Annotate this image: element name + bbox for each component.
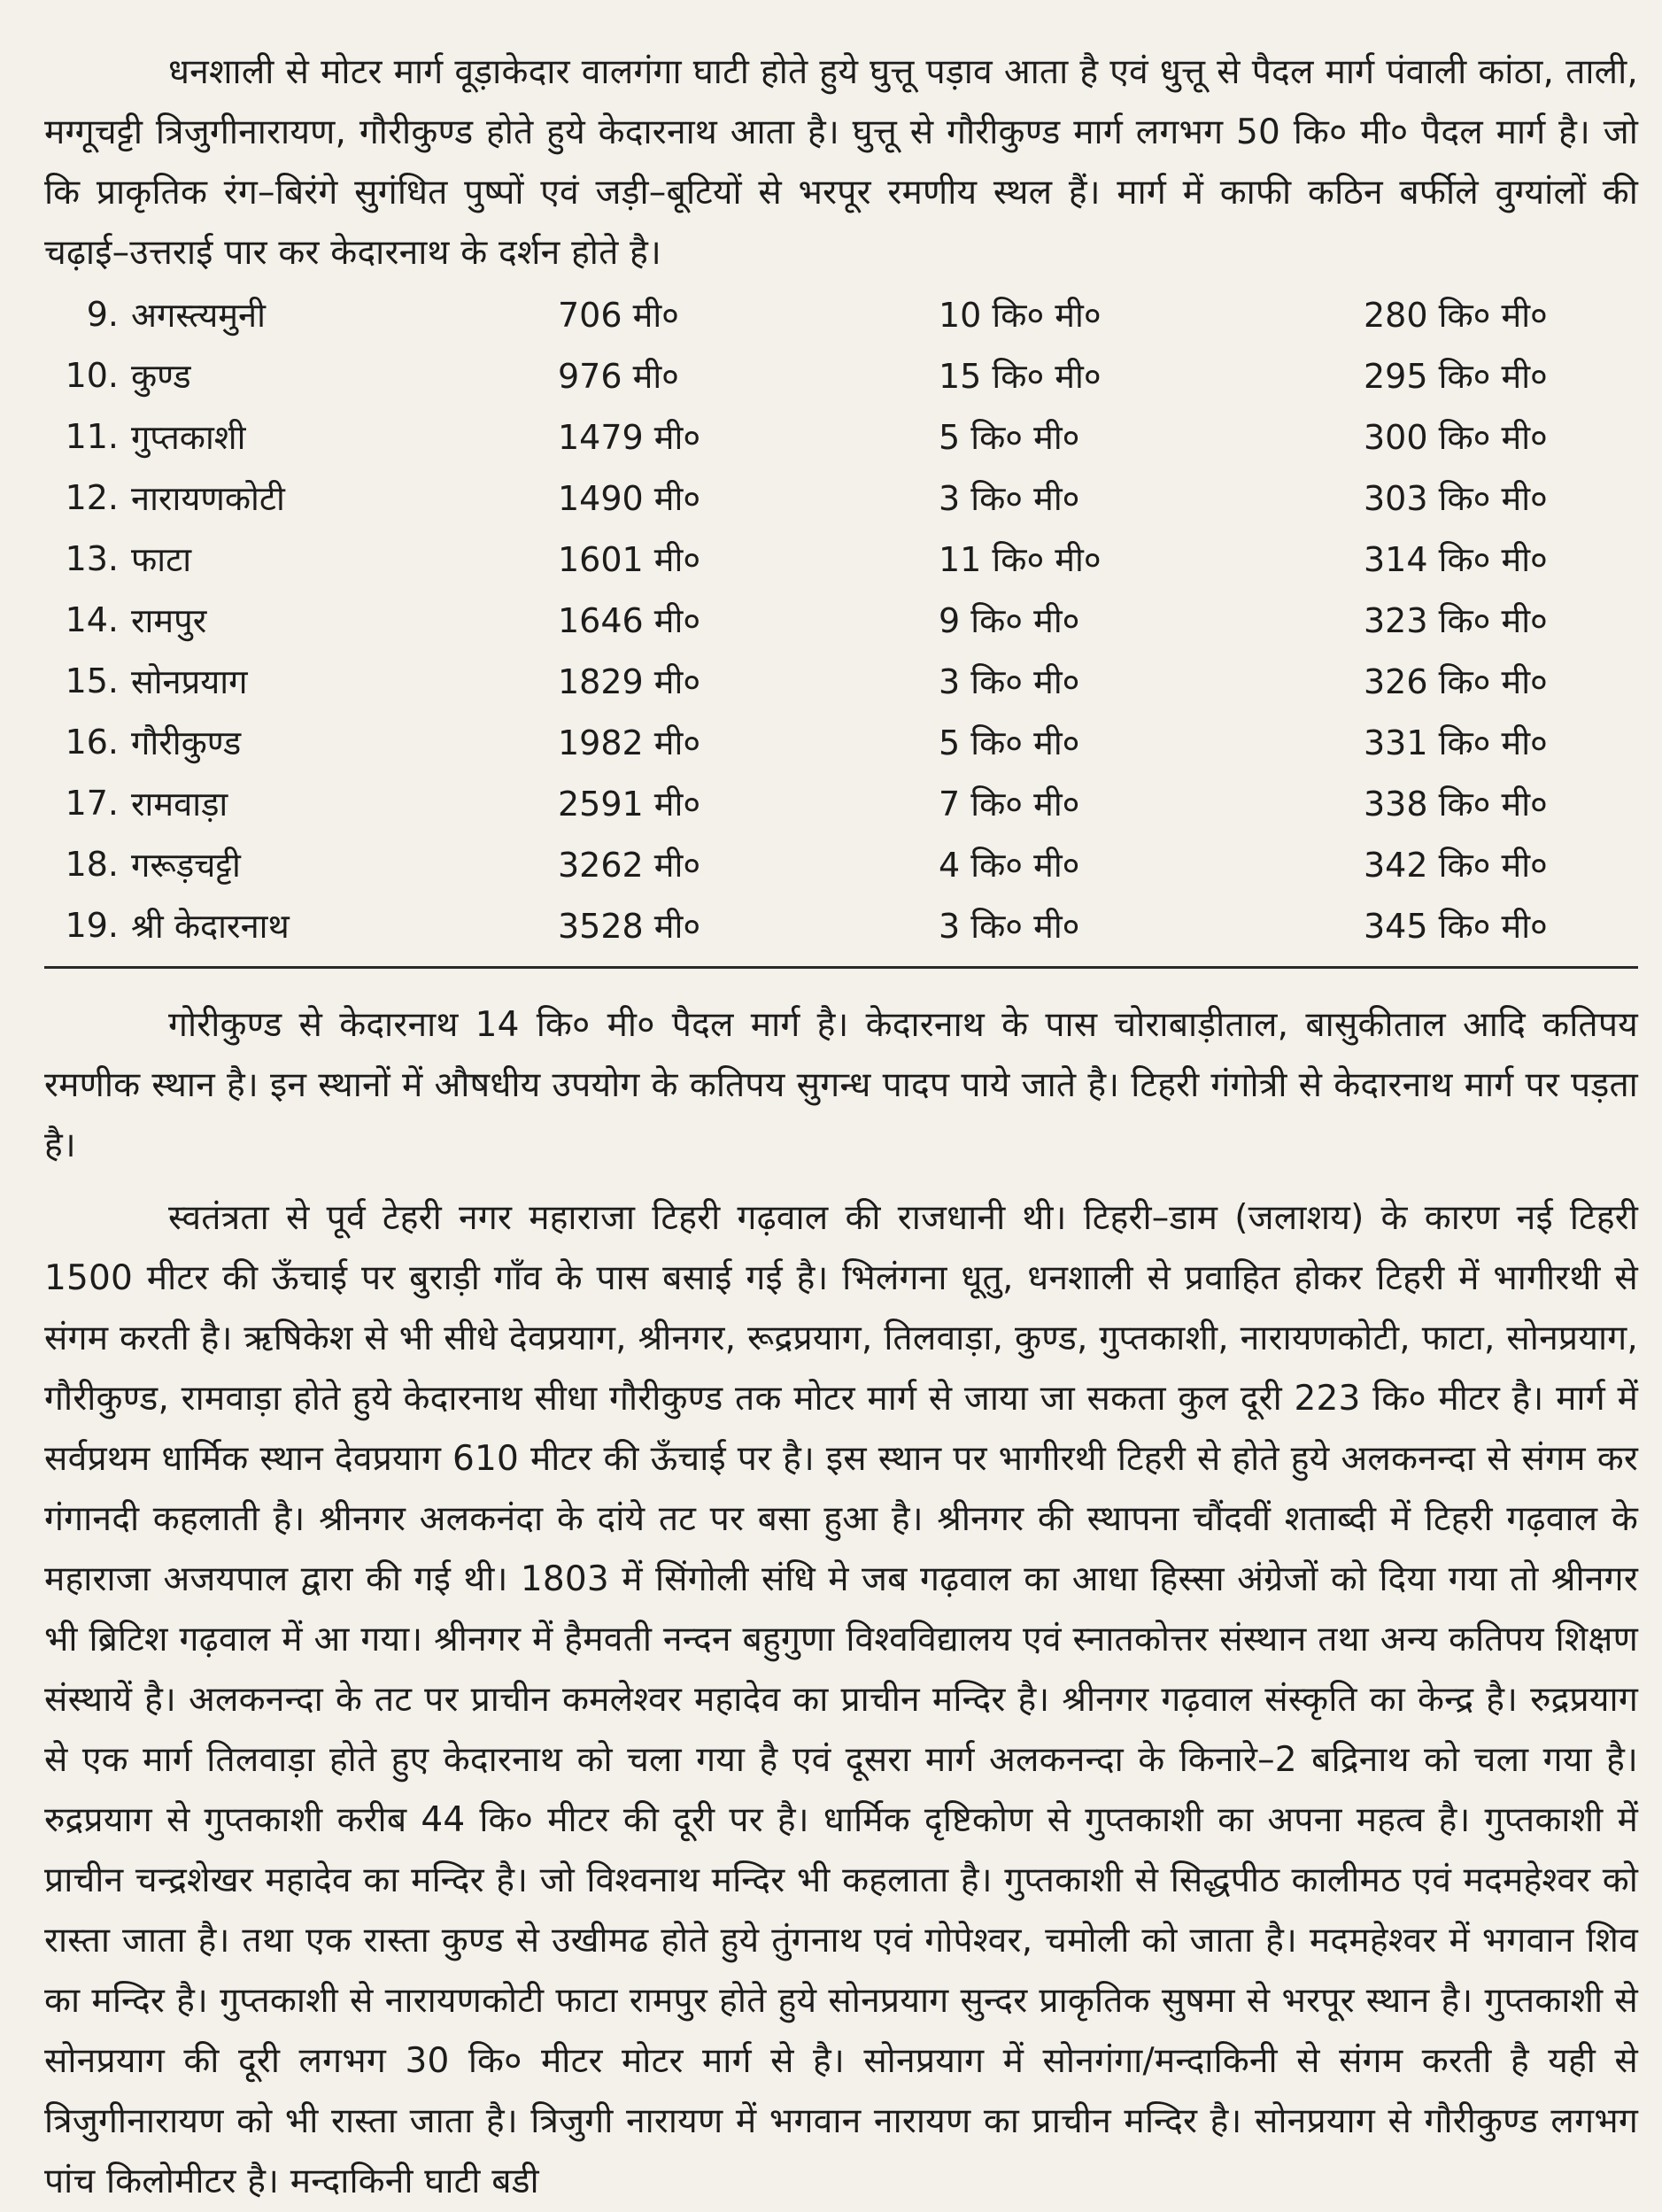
table-row bbox=[44, 711, 1638, 772]
distance-value: 15 कि० मी० bbox=[939, 356, 1102, 396]
row-number: 10. bbox=[65, 355, 119, 395]
table-row bbox=[44, 344, 1638, 406]
table-row bbox=[44, 650, 1638, 711]
total-distance-value: 314 कि० मी० bbox=[1364, 539, 1548, 579]
altitude-value: 1829 मी० bbox=[558, 661, 701, 701]
altitude-value: 3262 मी० bbox=[558, 845, 701, 885]
altitude-value: 3528 मी० bbox=[558, 906, 701, 946]
total-distance-value: 342 कि० मी० bbox=[1364, 845, 1548, 885]
row-number: 16. bbox=[65, 722, 119, 762]
row-number: 11. bbox=[65, 416, 119, 456]
distance-value: 4 कि० मी० bbox=[939, 845, 1080, 885]
row-number: 12. bbox=[65, 477, 119, 517]
distance-value: 7 कि० मी० bbox=[939, 784, 1080, 824]
total-distance-value: 326 कि० मी० bbox=[1364, 661, 1548, 701]
row-number: 9. bbox=[86, 294, 119, 334]
altitude-value: 2591 मी० bbox=[558, 784, 701, 824]
paragraph-intro: धनशाली से मोटर मार्ग वूड़ाकेदार वालगंगा घाटी होते हुये घुत्तू पड़ाव आता है एवं धुत्तू से पैदल मार्ग पंवाली कांठा, ताली, मग्गूचट्टी त्रिजुगीनारायण, गौरीकुण्ड होते हुये केदारनाथ आता है। घुत्तू से गौरीकुण्ड मार्ग लगभग 50 कि० मी० पैदल मार्ग है। जो कि प्राकृतिक रंग–बिरंगे सुगंधित पुष्पों एवं जड़ी–बूटियों से भरपूर रमणीय स्थल हैं। मार्ग में काफी कठिन बर्फीले वुग्यांलों की चढ़ाई–उत्तराई पार कर केदारनाथ के दर्शन होते है। bbox=[44, 52, 1638, 273]
place-name: श्री केदारनाथ bbox=[131, 906, 290, 946]
altitude-value: 1646 मी० bbox=[558, 600, 701, 640]
row-number: 17. bbox=[65, 783, 119, 823]
place-name: गौरीकुण्ड bbox=[131, 723, 242, 762]
place-name: फाटा bbox=[131, 539, 192, 579]
table-row bbox=[44, 283, 1638, 344]
altitude-value: 706 मी० bbox=[558, 295, 679, 335]
distance-value: 3 कि० मी० bbox=[939, 906, 1080, 946]
place-name: नारायणकोटी bbox=[131, 478, 285, 518]
place-name: रामवाड़ा bbox=[131, 784, 228, 824]
row-number: 19. bbox=[65, 905, 119, 945]
altitude-value: 976 मी० bbox=[558, 356, 679, 396]
total-distance-value: 331 कि० मी० bbox=[1364, 723, 1548, 762]
row-number: 15. bbox=[65, 661, 119, 700]
altitude-value: 1490 मी० bbox=[558, 478, 701, 518]
altitude-value: 1479 मी० bbox=[558, 417, 701, 457]
total-distance-value: 323 कि० मी० bbox=[1364, 600, 1548, 640]
place-name: सोनप्रयाग bbox=[131, 661, 248, 701]
table-row bbox=[44, 589, 1638, 650]
distance-value: 5 कि० मी० bbox=[939, 723, 1080, 762]
table-row bbox=[44, 833, 1638, 894]
route-distance-table bbox=[44, 283, 1638, 955]
place-name: रामपुर bbox=[131, 600, 207, 640]
distance-value: 10 कि० मी० bbox=[939, 295, 1102, 335]
place-name: गुप्तकाशी bbox=[131, 417, 246, 457]
total-distance-value: 295 कि० मी० bbox=[1364, 356, 1548, 396]
altitude-value: 1982 मी० bbox=[558, 723, 701, 762]
table-row bbox=[44, 528, 1638, 589]
table-row bbox=[44, 467, 1638, 528]
document-page bbox=[44, 43, 1638, 2212]
altitude-value: 1601 मी० bbox=[558, 539, 701, 579]
total-distance-value: 345 कि० मी० bbox=[1364, 906, 1548, 946]
total-distance-value: 338 कि० मी० bbox=[1364, 784, 1548, 824]
total-distance-value: 303 कि० मी० bbox=[1364, 478, 1548, 518]
table-row bbox=[44, 894, 1638, 955]
total-distance-value: 300 कि० मी० bbox=[1364, 417, 1548, 457]
paragraph-gaurikund: गोरीकुण्ड से केदारनाथ 14 कि० मी० पैदल मार्ग है। केदारनाथ के पास चोराबाड़ीताल, बासुकीताल आदि कतिपय रमणीक स्थान है। इन स्थानों में औषधीय उपयोग के कतिपय सुगन्ध पादप पाये जाते है। टिहरी गंगोत्री से केदारनाथ मार्ग पर पड़ता है। bbox=[44, 1005, 1638, 1165]
distance-value: 3 कि० मी० bbox=[939, 478, 1080, 518]
distance-value: 3 कि० मी० bbox=[939, 661, 1080, 701]
place-name: अगस्त्यमुनी bbox=[131, 295, 266, 335]
place-name: कुण्ड bbox=[131, 356, 191, 396]
total-distance-value: 280 कि० मी० bbox=[1364, 295, 1548, 335]
row-number: 18. bbox=[65, 844, 119, 884]
route-table-body bbox=[44, 283, 1638, 955]
table-row bbox=[44, 772, 1638, 833]
paragraph-tehri: स्वतंत्रता से पूर्व टेहरी नगर महाराजा टिहरी गढ़वाल की राजधानी थी। टिहरी–डाम (जलाशय) के कारण नई टिहरी 1500 मीटर की ऊँचाई पर बुराड़ी गाँव के पास बसाई गई है। भिलंगना धूतु, धनशाली से प्रवाहित होकर टिहरी में भागीरथी से संगम करती है। ऋषिकेश से भी सीधे देवप्रयाग, श्रीनगर, रूद्रप्रयाग, तिलवाड़ा, कुण्ड, गुप्तकाशी, नारायणकोटी, फाटा, सोनप्रयाग, गौरीकुण्ड, रामवाड़ा होते हुये केदारनाथ सीधा गौरीकुण्ड तक मोटर मार्ग से जाया जा सकता कुल दूरी 223 कि० मीटर है। मार्ग में सर्वप्रथम धार्मिक स्थान देवप्रयाग 610 मीटर की ऊँचाई पर है। इस स्थान पर भागीरथी टिहरी से होते हुये अलकनन्दा से संगम कर गंगानदी कहलाती है। श्रीनगर अलकनंदा के दांये तट पर बसा हुआ है। श्रीनगर की स्थापना चौंदवीं शताब्दी में टिहरी गढ़वाल के महाराजा अजयपाल द्वारा की गई थी। 1803 में सिंगोली संधि मे जब गढ़वाल का आधा हिस्सा अंग्रेजों को दिया गया तो श्रीनगर भी ब्रिटिश गढ़वाल में आ गया। श्रीनगर में हैमवती नन्दन बहुगुणा विश्वविद्यालय एवं स्नातकोत्तर संस्थान तथा अन्य कतिपय शिक्षण संस्थायें है। अलकनन्दा के तट पर प्राचीन कमलेश्वर महादेव का प्राचीन मन्दिर है। श्रीनगर गढ़वाल संस्कृति का केन्द्र है। रुद्रप्रयाग से एक मार्ग तिलवाड़ा होते हुए केदारनाथ को चला गया है एवं दूसरा मार्ग अलकनन्दा के किनारे–2 बद्रिनाथ को चला गया है। रुद्रप्रयाग से गुप्तकाशी करीब 44 कि० मीटर की दूरी पर है। धार्मिक दृष्टिकोण से गुप्तकाशी का अपना महत्व है। गुप्तकाशी में प्राचीन चन्द्रशेखर महादेव का मन्दिर है। जो विश्वनाथ मन्दिर भी कहलाता है। गुप्तकाशी से सिद्धपीठ कालीमठ एवं मदमहेश्वर को रास्ता जाता है। तथा एक रास्ता कुण्ड से उखीमढ होते हुये तुंगनाथ एवं गोपेश्वर, चमोली को जाता है। मदमहेश्वर में भगवान शिव का मन्दिर है। गुप्तकाशी से नारायणकोटी फाटा रामपुर होते हुये सोनप्रयाग सुन्दर प्राकृतिक सुषमा से भरपूर स्थान है। गुप्तकाशी से सोनप्रयाग की दूरी लगभग 30 कि० मीटर मोटर मार्ग से है। सोनप्रयाग में सोनगंगा/मन्दाकिनी से संगम करती है यही से त्रिजुगीनारायण को भी रास्ता जाता है। त्रिजुगी नारायण में भगवान नारायण का प्राचीन मन्दिर है। सोनप्रयाग से गौरीकुण्ड लगभग पांच किलोमीटर है। मन्दाकिनी घाटी बडी bbox=[44, 1198, 1638, 2201]
distance-value: 9 कि० मी० bbox=[939, 600, 1080, 640]
table-divider-line bbox=[44, 966, 1638, 969]
row-number: 14. bbox=[65, 599, 119, 639]
distance-value: 11 कि० मी० bbox=[939, 539, 1102, 579]
place-name: गरूड़चट्टी bbox=[131, 845, 241, 885]
table-row bbox=[44, 406, 1638, 467]
row-number: 13. bbox=[65, 538, 119, 578]
distance-value: 5 कि० मी० bbox=[939, 417, 1080, 457]
